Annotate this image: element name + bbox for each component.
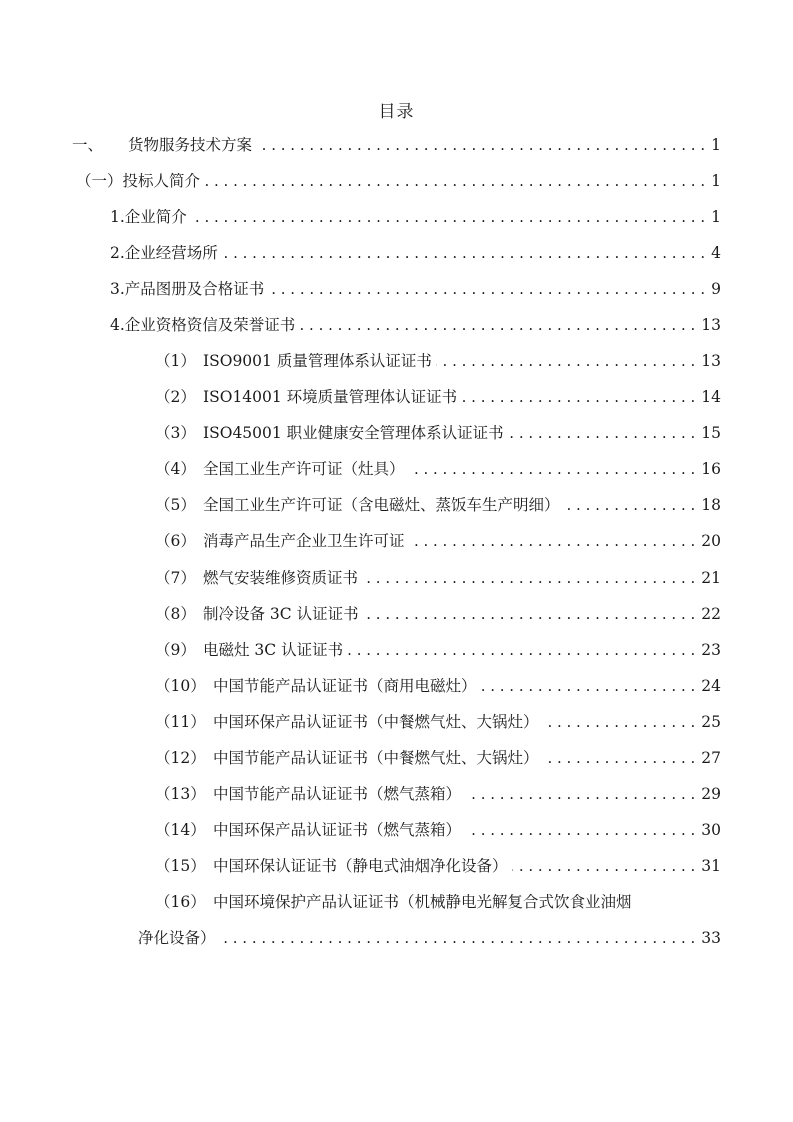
dot-leader [347, 638, 695, 662]
toc-entry-label: 企业简介 [124, 208, 187, 226]
toc-entry-first-line[interactable] [155, 890, 632, 914]
dot-leader [461, 385, 695, 409]
dot-leader [512, 854, 696, 878]
toc-entry-page: 13 [701, 316, 721, 334]
toc-entry-label: 燃气安装维修资质证书 [203, 569, 359, 587]
toc-entry[interactable] [155, 385, 721, 409]
dot-leader [204, 169, 705, 193]
toc-entry-number: 一、 [72, 136, 104, 154]
dot-leader [362, 566, 695, 590]
dot-leader [363, 602, 696, 626]
toc-entry-page: 27 [701, 749, 721, 767]
toc-entry-label: 企业资格资信及荣誉证书 [124, 316, 296, 334]
dot-leader [543, 746, 696, 770]
toc-entry-page: 24 [701, 677, 721, 695]
toc-entry-page: 23 [701, 641, 721, 659]
toc-entry-number: （11） [155, 713, 206, 731]
toc-entry-number: （14） [155, 821, 206, 839]
toc-entry-number: （10） [155, 677, 206, 695]
toc-entry[interactable] [155, 566, 721, 590]
toc-entry-number: 4. [110, 316, 125, 334]
toc-entry[interactable] [155, 421, 721, 445]
toc-entry-page: 18 [701, 496, 721, 514]
toc-entry-page: 20 [701, 532, 721, 550]
dot-leader [465, 818, 695, 842]
toc-entry-number: （3） [155, 424, 196, 442]
toc-entry[interactable] [155, 602, 721, 626]
toc-entry-number: 2. [110, 244, 125, 262]
toc-entry-number: （7） [155, 569, 196, 587]
dot-leader [256, 133, 705, 157]
toc-entry-label: 中国环保产品认证证书（中餐燃气灶、大锅灶） [213, 713, 539, 731]
toc-entry-page: 22 [701, 605, 721, 623]
toc-entry-number: （13） [155, 785, 206, 803]
toc-entry[interactable] [76, 169, 721, 193]
dot-leader [543, 710, 696, 734]
toc-entry[interactable] [110, 241, 721, 265]
toc-entry[interactable] [155, 674, 721, 698]
toc-entry-label: 企业经营场所 [124, 244, 218, 262]
toc-entry-label: 中国环保产品认证证书（燃气蒸箱） [213, 821, 462, 839]
toc-entry[interactable] [155, 493, 721, 517]
toc-entry[interactable] [72, 133, 721, 157]
toc-entry-page: 29 [701, 785, 721, 803]
toc-entry-number: （2） [155, 388, 196, 406]
toc-entry[interactable] [110, 277, 721, 301]
toc-entry-label-continuation: 净化设备） [138, 929, 216, 947]
toc-entry-label: 中国环境保护产品认证证书（机械静电光解复合式饮食业油烟 [213, 893, 632, 911]
toc-entry-label: 中国节能产品认证证书（燃气蒸箱） [213, 785, 462, 803]
toc-entry-page: 15 [701, 424, 721, 442]
toc-entry-label: 货物服务技术方案 [128, 136, 253, 154]
toc-entry-page: 30 [701, 821, 721, 839]
toc-entry[interactable] [155, 638, 721, 662]
toc-entry[interactable] [155, 349, 721, 373]
toc-entry-label: 消毒产品生产企业卫生许可证 [203, 532, 405, 550]
toc-entry-label: 制冷设备 3C 认证证书 [203, 605, 359, 623]
toc-entry-page: 16 [701, 460, 721, 478]
toc-entry-page: 21 [701, 569, 721, 587]
toc-entry-label: 中国环保认证证书（静电式油烟净化设备） [213, 857, 508, 875]
toc-entry-page: 31 [701, 857, 721, 875]
dot-leader [465, 782, 695, 806]
toc-entry-page: 25 [701, 713, 721, 731]
toc-entry-continuation[interactable] [138, 926, 721, 950]
toc-entry[interactable] [155, 529, 721, 553]
toc-entry-page: 4 [711, 244, 721, 262]
toc-entry-label: 全国工业生产许可证（含电磁灶、蒸饭车生产明细） [203, 496, 560, 514]
toc-entry-number: 1. [110, 208, 125, 226]
toc-entry-number: （8） [155, 605, 196, 623]
toc-entry[interactable] [155, 854, 721, 878]
dot-leader [222, 241, 705, 265]
toc-entry-label: 产品图册及合格证书 [124, 280, 265, 298]
dot-leader [220, 926, 696, 950]
toc-entry-label: ISO9001 质量管理体系认证证书 [203, 352, 432, 370]
toc-entry[interactable] [155, 782, 721, 806]
dot-leader [564, 493, 696, 517]
toc-entry-number: （6） [155, 532, 196, 550]
toc-entry-label: 中国节能产品认证证书（中餐燃气灶、大锅灶） [213, 749, 539, 767]
toc-entry[interactable] [155, 818, 721, 842]
toc-entry-number: （1） [155, 352, 196, 370]
toc-entry-label: 中国节能产品认证证书（商用电磁灶） [213, 677, 477, 695]
toc-entry-number: （一） [76, 172, 123, 190]
toc-entry-label: ISO45001 职业健康安全管理体系认证证书 [203, 424, 504, 442]
toc-entry-page: 9 [711, 280, 721, 298]
toc-entry-label: 电磁灶 3C 认证证书 [203, 641, 344, 659]
toc-entry-page: 14 [701, 388, 721, 406]
dot-leader [409, 529, 696, 553]
toc-entry-page: 1 [711, 208, 721, 226]
toc-entry-number: （9） [155, 641, 196, 659]
toc-entry[interactable] [110, 205, 721, 229]
toc-entry-number: （16） [155, 893, 206, 911]
toc-entry-page: 33 [701, 929, 721, 947]
dot-leader [481, 674, 696, 698]
toc-entry[interactable] [110, 313, 721, 337]
dot-leader [299, 313, 695, 337]
dot-leader [409, 457, 696, 481]
dot-leader [191, 205, 705, 229]
toc-entry-number: （12） [155, 749, 206, 767]
toc-title: 目录 [378, 102, 415, 122]
dot-leader [508, 421, 696, 445]
dot-leader [268, 277, 705, 301]
toc-entry-number: （5） [155, 496, 196, 514]
toc-entry-page: 13 [701, 352, 721, 370]
toc-entry-page: 1 [711, 136, 721, 154]
toc-entry-page: 1 [711, 172, 721, 190]
toc-entry[interactable] [155, 746, 721, 770]
toc-entry-number: 3. [110, 280, 125, 298]
dot-leader [436, 349, 695, 373]
toc-entry-label: 投标人简介 [122, 172, 201, 190]
toc-entry-label: ISO14001 环境质量管理体认证证书 [203, 388, 458, 406]
toc-entry-number: （4） [155, 460, 196, 478]
toc-entry[interactable] [155, 457, 721, 481]
toc-entry[interactable] [155, 710, 721, 734]
toc-entry-label: 全国工业生产许可证（灶具） [203, 460, 405, 478]
toc-entry-number: （15） [155, 857, 206, 875]
